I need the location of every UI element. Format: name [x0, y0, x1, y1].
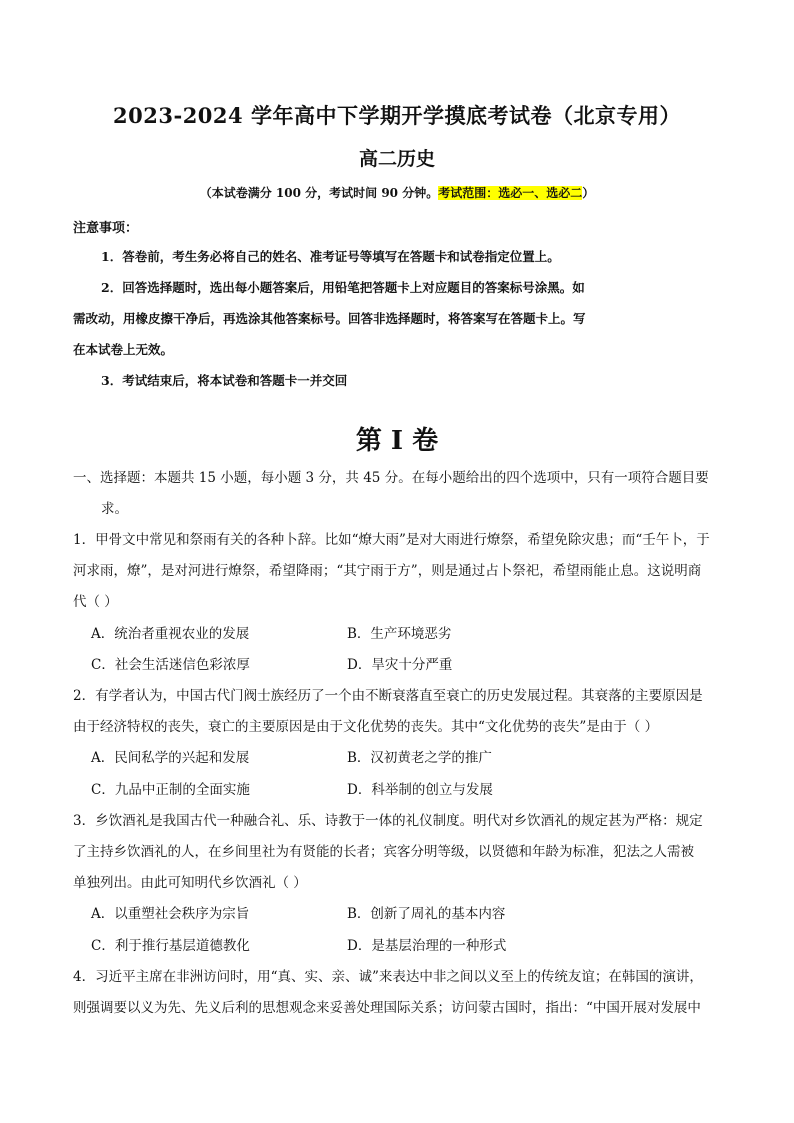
- q1-option-c: C．社会生活迷信色彩浓厚: [91, 657, 250, 673]
- q3-option-b: B．创新了周礼的基本内容: [347, 906, 506, 922]
- q4-stem-line-1: 4．习近平主席在非洲访问时，用“真、实、亲、诚”来表达中非之间以义至上的传统友谊；在韩国的演讲，: [73, 969, 703, 985]
- q2-option-b: B．汉初黄老之学的推广: [347, 750, 492, 766]
- notice-item-2-line-1: 2．回答选择题时，选出每小题答案后，用铅笔把答题卡上对应题目的答案标号涂黑。如: [101, 280, 585, 295]
- exam-title: 2023-2024 学年高中下学期开学摸底考试卷（北京专用）: [113, 103, 681, 128]
- q2-stem-line-1: 2．有学者认为，中国古代门阀士族经历了一个由不断衰落直至衰亡的历史发展过程。其衰落的主要原因是: [73, 688, 703, 704]
- part-title: 第 I 卷: [355, 426, 439, 456]
- q3-stem-line-2: 了主持乡饮酒礼的人，在乡间里社为有贤能的长者；宾客分明等级，以贤德和年龄为标准，犯法之人需被: [73, 844, 694, 860]
- exam-info: [0, 184, 794, 201]
- notice-item-2-line-2: 需改动，用橡皮擦干净后，再选涂其他答案标号。回答非选择题时，将答案写在答题卡上。写: [73, 311, 586, 326]
- q3-option-c: C．利于推行基层道德教化: [91, 938, 250, 954]
- q2-option-a: A．民间私学的兴起和发展: [91, 750, 250, 766]
- section-instruction-line-1: 一、选择题：本题共 15 小题，每小题 3 分，共 45 分。在每小题给出的四个选项中，只有一项符合题目要: [73, 470, 709, 486]
- q3-option-d: D．是基层治理的一种形式: [347, 938, 507, 954]
- subject-title: 高二历史: [358, 148, 435, 170]
- notice-item-1: 1．答卷前，考生务必将自己的姓名、准考证号等填写在答题卡和试卷指定位置上。: [101, 249, 560, 264]
- q1-option-a: A．统治者重视农业的发展: [91, 626, 250, 642]
- q1-stem-line-2: 河求雨，燎”，是对河进行燎祭，希望降雨；“其宁雨于方”，则是通过占卜祭祀，希望雨能止息。这说明商: [73, 563, 702, 579]
- q3-stem-line-1: 3．乡饮酒礼是我国古代一种融合礼、乐、诗教于一体的礼仪制度。明代对乡饮酒礼的规定甚为严格：规定: [73, 813, 703, 829]
- q3-option-a: A．以重塑社会秩序为宗旨: [91, 906, 250, 922]
- notice-item-2-line-3: 在本试卷上无效。: [73, 342, 174, 357]
- q2-option-c: C．九品中正制的全面实施: [91, 782, 250, 798]
- q2-option-d: D．科举制的创立与发展: [347, 782, 493, 798]
- notice-item-3: 3．考试结束后，将本试卷和答题卡一并交回: [101, 373, 348, 388]
- section-instruction-line-2: 求。: [101, 501, 128, 517]
- q3-stem-line-3: 单独列出。由此可知明代乡饮酒礼（ ）: [73, 875, 307, 891]
- q1-stem-line-1: 1．甲骨文中常见和祭雨有关的各种卜辞。比如“燎大雨”是对大雨进行燎祭，希望免除灾患；而“壬午卜，于: [73, 532, 710, 548]
- q2-stem-line-2: 由于经济特权的丧失，衰亡的主要原因是由于文化优势的丧失。其中“文化优势的丧失”是由于（ ）: [73, 719, 659, 735]
- q1-option-d: D．旱灾十分严重: [347, 657, 453, 673]
- exam-scope-highlight: 考试范围：选必一、选必二: [438, 186, 583, 200]
- q1-stem-line-3: 代（ ）: [73, 594, 118, 610]
- q1-option-b: B．生产环境恶劣: [347, 626, 452, 642]
- q4-stem-line-2: 则强调要以义为先、先义后利的思想观念来妥善处理国际关系；访问蒙古国时，指出：“中国开展对发展中: [73, 1000, 701, 1016]
- exam-info-prefix: （本试卷满分 100 分，考试时间 90 分钟。: [199, 186, 439, 200]
- exam-info-suffix: ）: [582, 186, 595, 200]
- notice-heading: 注意事项：: [73, 221, 139, 236]
